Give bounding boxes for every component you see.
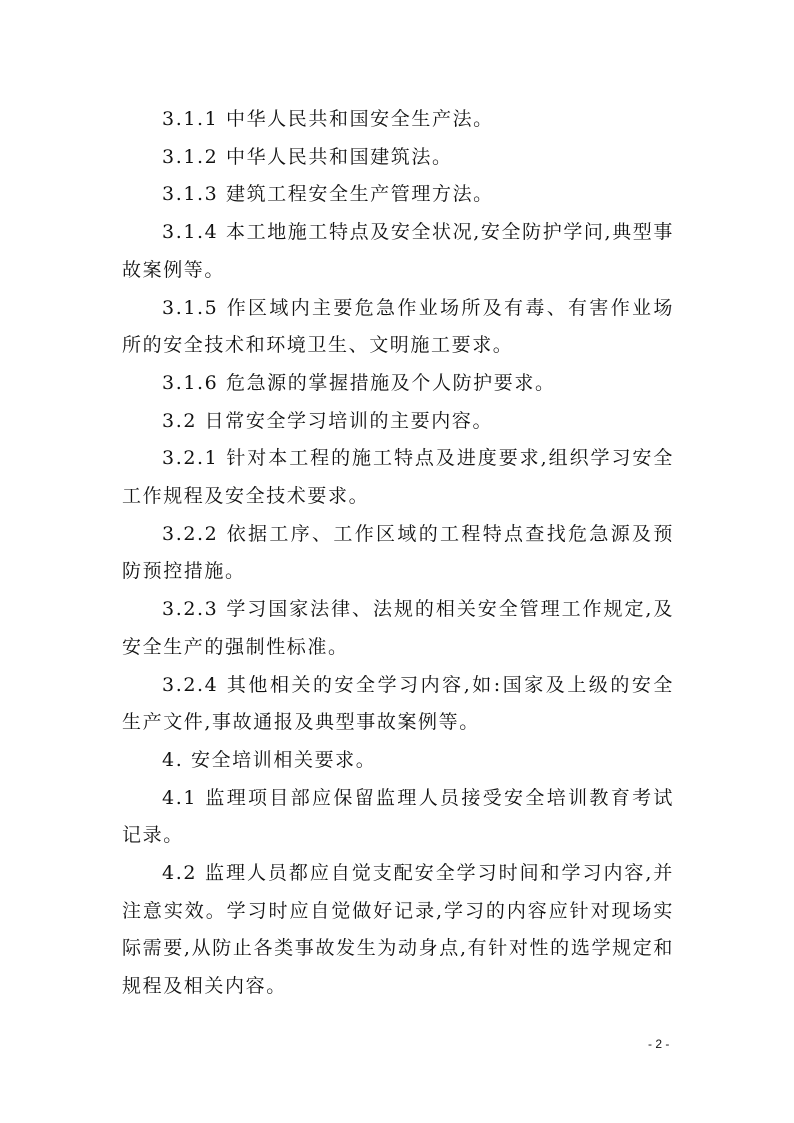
paragraph-4-1: 4.1 监理项目部应保留监理人员接受安全培训教育考试记录。 <box>122 786 674 847</box>
paragraph-3-2-4: 3.2.4 其他相关的安全学习内容,如:国家及上级的安全生产文件,事故通报及典型事故案例等。 <box>122 673 674 734</box>
paragraph-3-1-5: 3.1.5 作区域内主要危急作业场所及有毒、有害作业场所的安全技术和环境卫生、文明施工要求。 <box>122 296 674 357</box>
paragraph-3-2: 3.2 日常安全学习培训的主要内容。 <box>162 409 494 432</box>
paragraph-3-2-1: 3.2.1 针对本工程的施工特点及进度要求,组织学习安全工作规程及安全技术要求。 <box>122 447 674 508</box>
paragraph-3-1-4: 3.1.4 本工地施工特点及安全状况,安全防护学问,典型事故案例等。 <box>122 221 674 281</box>
paragraph-3-2-3: 3.2.3 学习国家法律、法规的相关安全管理工作规定,及安全生产的强制性标准。 <box>122 598 674 658</box>
paragraph-4: 4. 安全培训相关要求。 <box>162 748 377 771</box>
document-body <box>122 101 674 1006</box>
page-number: - 2 - <box>648 1037 670 1051</box>
paragraph-4-2: 4.2 监理人员都应自觉支配安全学习时间和学习内容,并注意实效。学习时应自觉做好记录,学习的内容应针对现场实际需要,从防止各类事故发生为动身点,有针对性的选学规定和规程及相关内容。 <box>122 862 674 998</box>
paragraph-3-1-2: 3.1.2 中华人民共和国建筑法。 <box>162 145 453 168</box>
paragraph-3-1-6: 3.1.6 危急源的掌握措施及个人防护要求。 <box>162 371 556 394</box>
paragraph-3-2-2: 3.2.2 依据工序、工作区域的工程特点查找危急源及预防预控措施。 <box>122 522 674 583</box>
paragraph-3-1-1: 3.1.1 中华人民共和国安全生产法。 <box>162 108 494 130</box>
paragraph-3-1-3: 3.1.3 建筑工程安全生产管理方法。 <box>162 183 494 206</box>
